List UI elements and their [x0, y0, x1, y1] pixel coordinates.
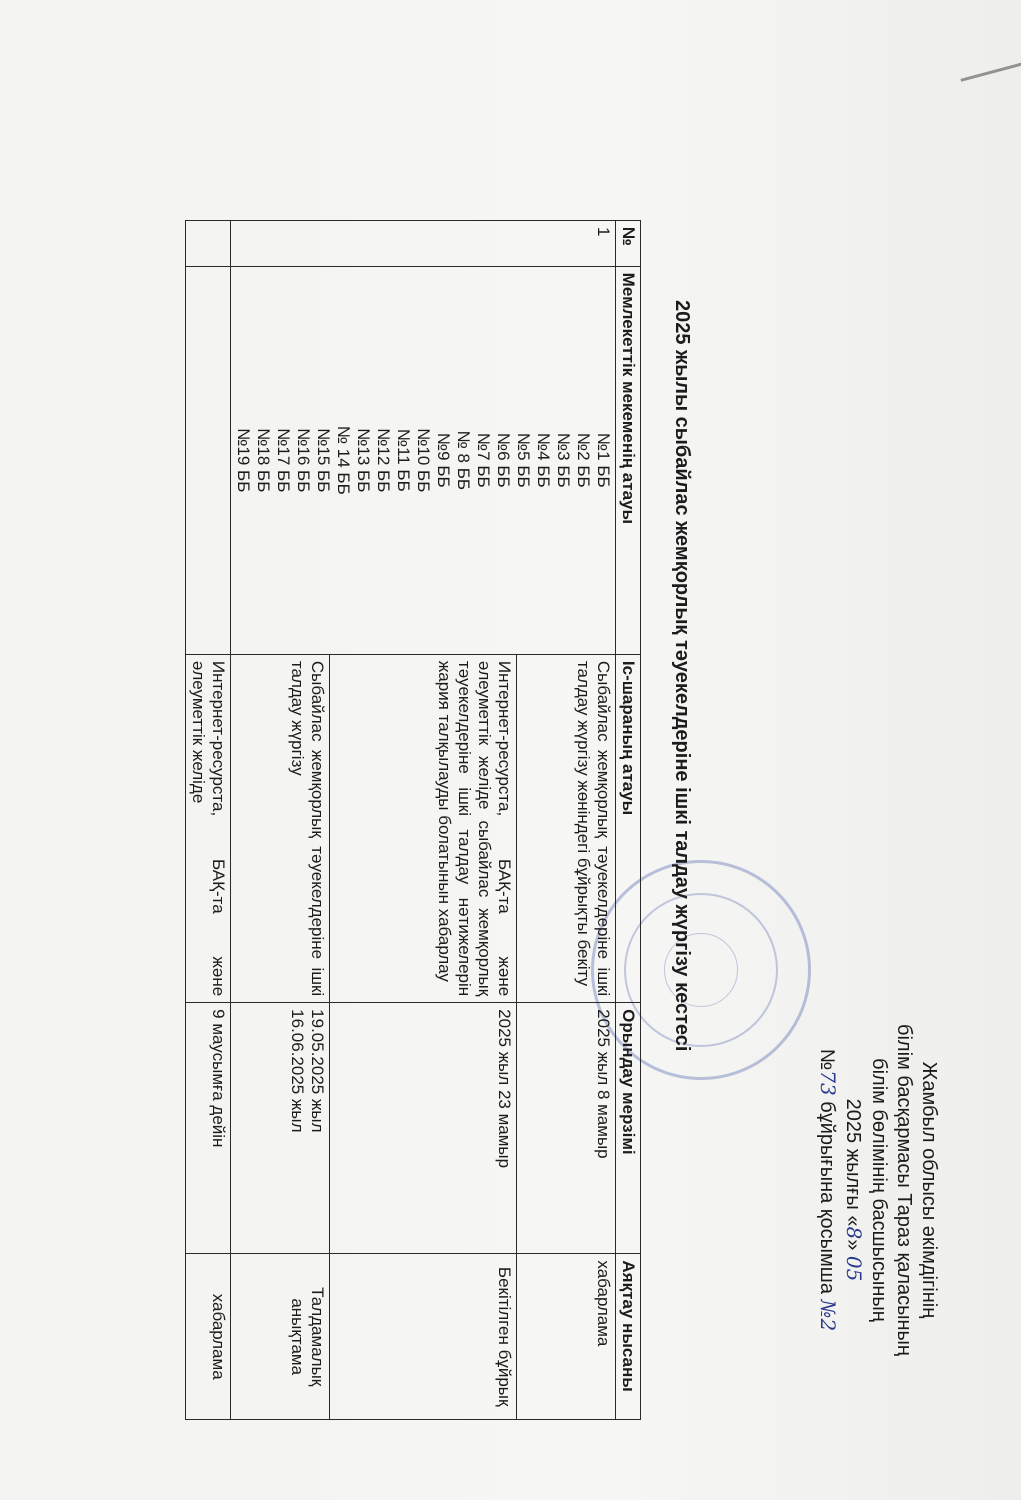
list-item: №16 ББ: [294, 428, 313, 493]
header-line-3: білім бөлімінің басшысының: [868, 1058, 890, 1322]
col-header-deadline: Орындау мерзімі: [616, 1003, 641, 1254]
list-item: №5 ББ: [514, 432, 533, 488]
list-item: №9 ББ: [434, 432, 453, 488]
col-header-no: №: [616, 221, 641, 267]
header-line-2: білім басқармасы Тараз қаласының: [893, 1024, 915, 1356]
measure-cell: Интернет-ресурста, БАҚ-та және әлеуметтік желіде: [186, 654, 231, 1002]
list-item: №17 ББ: [274, 428, 293, 493]
header-line-4: [840, 940, 866, 1440]
header-year: 2025 жылғы: [842, 1098, 864, 1210]
list-item: №1 ББ: [594, 432, 613, 488]
table-header-row: [616, 221, 641, 1420]
deadline-cell: 9 маусымға дейін: [186, 1003, 231, 1254]
list-item: №19 ББ: [234, 428, 253, 493]
pencil-mark: [960, 58, 1021, 82]
handwritten-order-number: 73: [816, 1070, 840, 1096]
list-item: №6 ББ: [494, 432, 513, 488]
header-line-5: [814, 940, 840, 1440]
deadline-cell: [231, 1003, 330, 1254]
institutions-list: [186, 266, 231, 654]
col-header-completion-form: Аяқтау нысаны: [616, 1254, 641, 1420]
completion-cell: Бекітілген бұйрық: [330, 1254, 517, 1420]
document-title: 2025 жылы сыбайлас жемқорлық тәуекелдеріне ішкі талдау жүргізу кестесі: [671, 300, 693, 1052]
header-appendix-text: бұйрығына қосымша: [816, 1101, 838, 1294]
handwritten-appendix-number: №2: [816, 1299, 840, 1332]
table-row: [186, 221, 231, 1420]
list-item: №2 ББ: [574, 432, 593, 488]
list-item: №10 ББ: [414, 428, 433, 493]
completion-cell: Талдамалық анықтама: [231, 1254, 330, 1420]
table-row: [517, 221, 616, 1420]
list-item: № 14 ББ: [334, 425, 353, 495]
list-item: №18 ББ: [254, 428, 273, 493]
list-item: №7 ББ: [474, 432, 493, 488]
completion-cell: хабарлама: [186, 1254, 231, 1420]
list-item: № 8 ББ: [454, 430, 473, 491]
list-item: №3 ББ: [554, 432, 573, 488]
deadline-end: 16.06.2025 жыл: [288, 1009, 307, 1133]
measure-cell: Сыбайлас жемқорлық тәуекелдеріне ішкі талдау жүргізу: [231, 654, 330, 1002]
list-item: №4 ББ: [534, 432, 553, 488]
handwritten-day: 8: [842, 1226, 866, 1240]
header-line-1: Жамбыл облысы әкімдігінің: [918, 1061, 940, 1319]
row-number-empty: [186, 221, 231, 267]
schedule-table: [185, 220, 641, 1420]
list-item: №12 ББ: [374, 428, 393, 493]
row-number: 1: [231, 221, 616, 267]
appendix-header: [814, 940, 941, 1440]
list-item: №15 ББ: [314, 428, 333, 493]
header-no-label: №: [816, 1048, 838, 1071]
col-header-institution: Мемлекеттік мекеменің атауы: [616, 266, 641, 654]
deadline-cell: 2025 жыл 23 мамыр: [330, 1003, 517, 1254]
measure-cell: Интернет-ресурста, БАҚ-та және әлеуметтік желіде сыбайлас жемқорлық тәуекелдеріне ішкі талдау нәтижелерін жария талқылауды болатынын хабарлау: [330, 654, 517, 1002]
list-item: №13 ББ: [354, 428, 373, 493]
measure-cell: Сыбайлас жемқорлық тәуекелдеріне ішкі талдау жүргізу жөніндегі бұйрықты бекіту: [517, 654, 616, 1002]
completion-cell: хабарлама: [517, 1254, 616, 1420]
header-date-day: «8»: [842, 1215, 866, 1251]
deadline-start: 19.05.2025 жыл: [308, 1009, 327, 1133]
deadline-cell: 2025 жыл 8 мамыр: [517, 1003, 616, 1254]
col-header-measure: Іс-шараның атауы: [616, 654, 641, 1002]
handwritten-month: 05: [842, 1255, 866, 1282]
list-item: №11 ББ: [394, 428, 413, 492]
institutions-list: [231, 266, 616, 654]
